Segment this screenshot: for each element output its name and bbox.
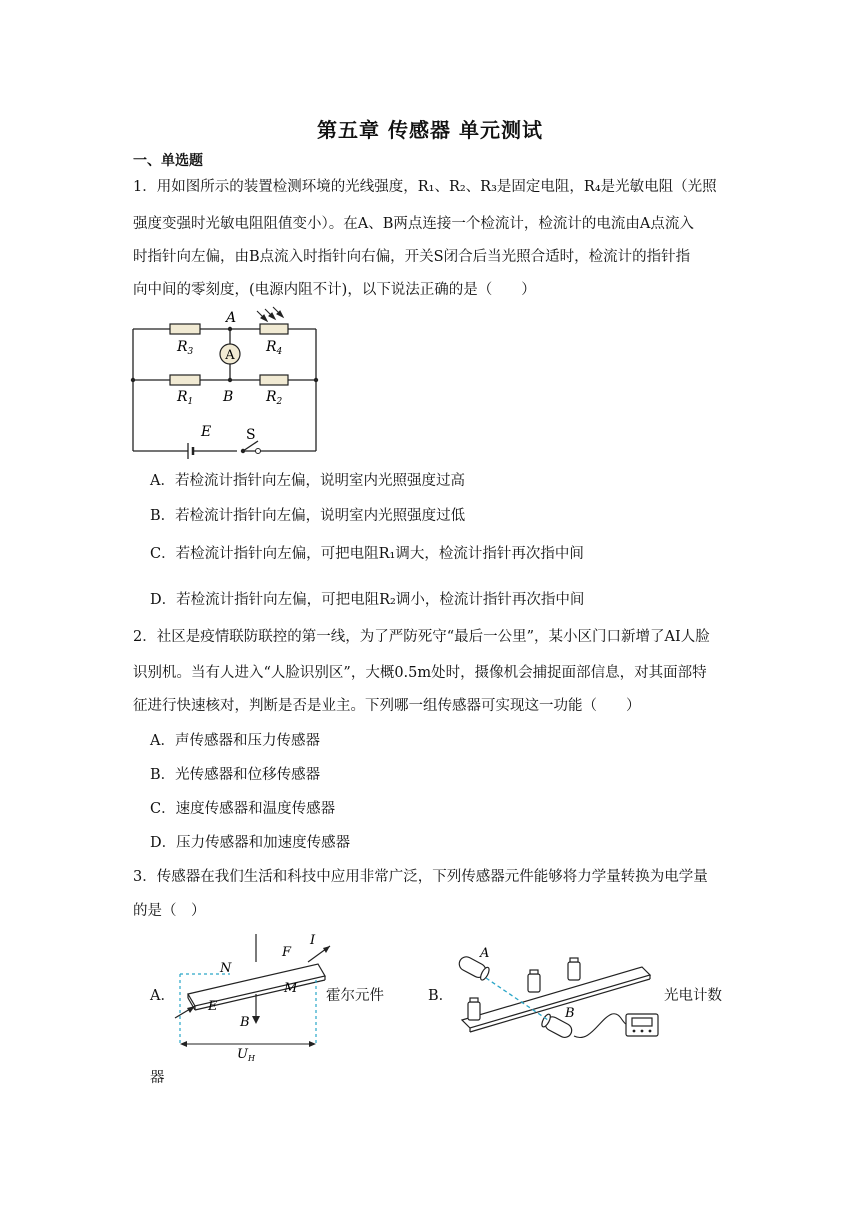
node-label-a: A <box>226 310 237 326</box>
photoelectric-counter-diagram <box>450 932 670 1047</box>
hall-element-diagram <box>170 932 330 1063</box>
q2-option-d[interactable]: D．压力传感器和加速度传感器 <box>150 835 351 851</box>
hall-label-uh: $U_H$ <box>237 1047 255 1063</box>
q3-line: 的是（ ） <box>133 903 206 919</box>
photo-label-a: A <box>480 946 490 961</box>
r2-label: $R_2$ <box>266 389 283 407</box>
hall-label-f: F <box>282 945 292 960</box>
node-label-b: B <box>223 389 234 405</box>
page-title: 第五章 传感器 单元测试 <box>317 118 543 142</box>
q3-option-b-prefix[interactable]: B． <box>428 988 454 1004</box>
q3-option-a-caption: 霍尔元件 <box>326 988 384 1004</box>
q2-line: 识别机。当有人进入“人脸识别区”，大概0.5m处时，摄像机会捕捉面部信息，对其面部特 <box>133 665 707 681</box>
q1-option-d[interactable]: D．若检流计指针向左偏，可把电阻R₂调小，检流计指针再次指中间 <box>150 592 585 608</box>
q1-line: 时指针向左偏，由B点流入时指针向右偏，开关S闭合后当光照合适时，检流计的指针指 <box>133 249 691 265</box>
hall-label-n: N <box>220 961 232 976</box>
q1-line: 向中间的零刻度，(电源内阻不计)，以下说法正确的是（ ） <box>133 282 536 298</box>
q2-option-b[interactable]: B．光传感器和位移传感器 <box>150 767 321 783</box>
q1-line: 强度变强时光敏电阻阻值变小）。在A、B两点连接一个检流计，检流计的电流由A点流入 <box>133 216 694 232</box>
signal-cable <box>574 1014 626 1038</box>
q3-option-a-prefix[interactable]: A． <box>150 988 175 1004</box>
resistor-r2 <box>260 375 288 385</box>
r3-label: $R_3$ <box>177 339 194 357</box>
q2-option-a[interactable]: A．声传感器和压力传感器 <box>150 733 320 749</box>
q1-option-b[interactable]: B．若检流计指针向左偏，说明室内光照强度过低 <box>150 508 466 524</box>
q2-line: 征进行快速核对，判断是否是业主。下列哪一组传感器可实现这一功能（ ） <box>133 698 641 714</box>
q3-line: 3．传感器在我们生活和科技中应用非常广泛，下列传感器元件能够将力学量转换为电学量 <box>133 869 708 885</box>
section-heading: 一、单选题 <box>133 153 203 169</box>
photoresistor-r4 <box>260 324 288 334</box>
switch-label-s: S <box>246 427 256 443</box>
q3-option-b-caption: 光电计数 <box>664 988 722 1004</box>
hall-label-e: E <box>208 999 218 1014</box>
resistor-r3 <box>170 324 200 334</box>
q1-option-a[interactable]: A．若检流计指针向左偏，说明室内光照强度过高 <box>150 473 465 489</box>
q3-option-a-tail: 器 <box>150 1070 165 1086</box>
photo-label-b: B <box>565 1006 575 1021</box>
circuit-diagram <box>125 305 335 460</box>
resistor-r1 <box>170 375 200 385</box>
light-arrows-icon <box>257 307 283 321</box>
q1-line: 1．用如图所示的装置检测环境的光线强度，R₁、R₂、R₃是固定电阻，R₄是光敏电阻（光照 <box>133 179 717 195</box>
q2-option-c[interactable]: C．速度传感器和温度传感器 <box>150 801 336 817</box>
galvanometer-label: A <box>225 348 235 363</box>
hall-label-i: I <box>310 933 316 948</box>
source-label-e: E <box>201 424 212 440</box>
r1-label: $R_1$ <box>177 389 194 407</box>
q1-option-c[interactable]: C．若检流计指针向左偏，可把电阻R₁调大，检流计指针再次指中间 <box>150 546 584 562</box>
hall-label-m: M <box>284 981 298 996</box>
r4-label: $R_4$ <box>266 339 283 357</box>
q2-line: 2．社区是疫情联防联控的第一线，为了严防死守“最后一公里”，某小区门口新增了AI人脸 <box>133 629 710 645</box>
hall-label-b: B <box>240 1015 250 1030</box>
